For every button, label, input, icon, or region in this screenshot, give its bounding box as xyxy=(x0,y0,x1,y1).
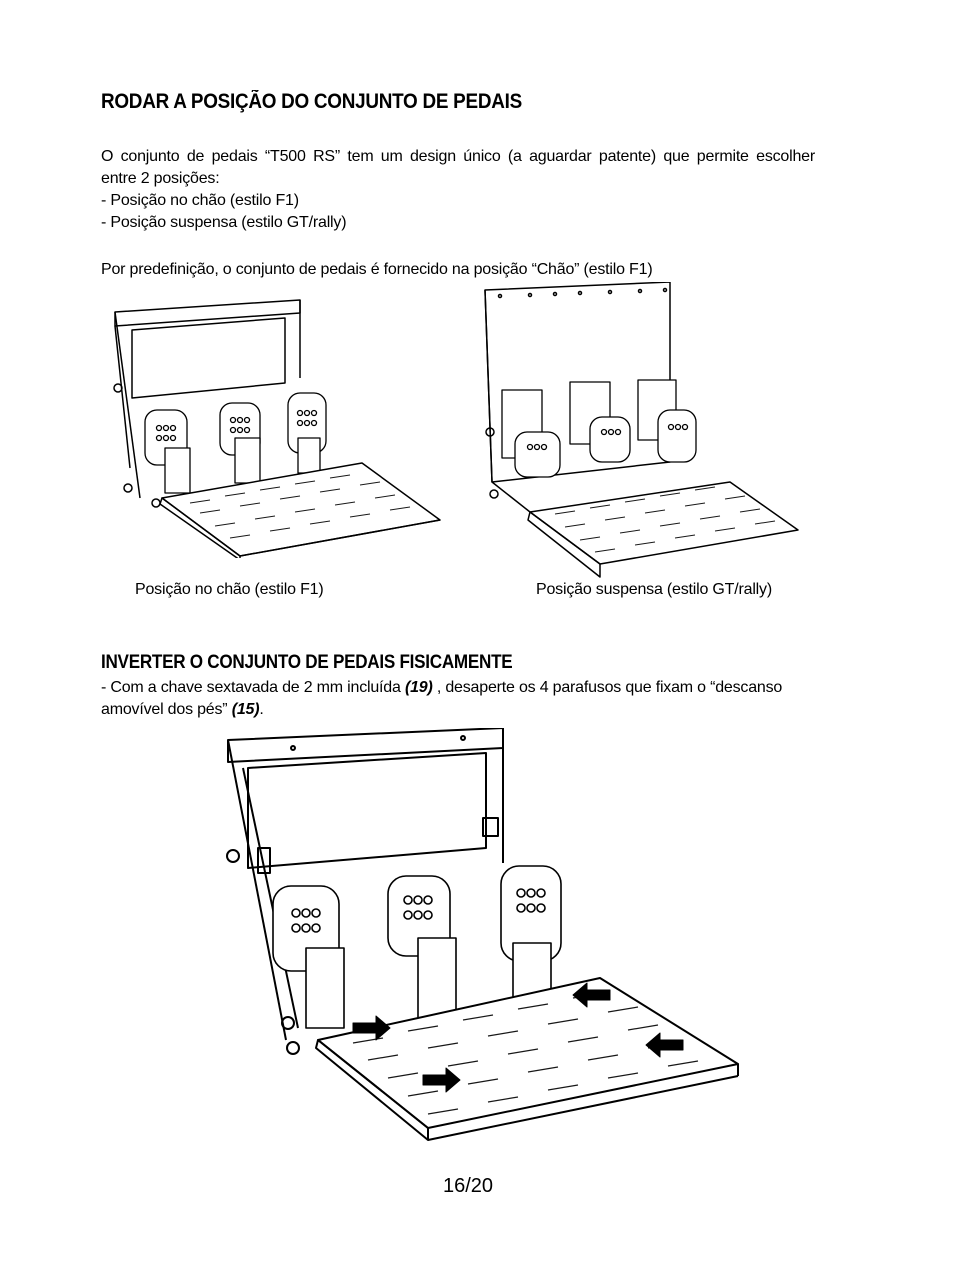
caption-floor-position: Posição no chão (estilo F1) xyxy=(135,581,324,598)
instruction-text-b: , desaperte os 4 parafusos que fixam o “descanso xyxy=(432,679,783,696)
floor-position-illustration xyxy=(100,298,445,558)
bullet-suspended: - Posição suspensa (estilo GT/rally) xyxy=(101,214,347,231)
ref-footrest: (15) xyxy=(231,701,260,718)
instruction-text-a: - Com a chave sextavada de 2 mm incluída xyxy=(101,679,405,696)
page-number: 16/20 xyxy=(443,1175,494,1197)
invert-instruction xyxy=(101,677,815,721)
caption-suspended-position: Posição suspensa (estilo GT/rally) xyxy=(536,581,772,598)
ref-hex-key: (19) xyxy=(404,679,433,696)
suspended-position-illustration xyxy=(480,282,800,582)
footrest-screws-illustration xyxy=(218,728,743,1143)
intro-line-1: O conjunto de pedais “T500 RS” tem um design único (a aguardar patente) que permite escolher xyxy=(101,148,815,165)
bullet-floor: - Posição no chão (estilo F1) xyxy=(101,192,299,209)
intro-paragraph xyxy=(101,146,815,234)
intro-line-2: entre 2 posições: xyxy=(101,170,220,187)
instruction-text-d: . xyxy=(259,701,264,718)
instruction-text-c: amovível dos pés” xyxy=(101,701,232,718)
section-heading-rotate: RODAR A POSIÇÃO DO CONJUNTO DE PEDAIS xyxy=(101,90,522,113)
section-heading-invert: INVERTER O CONJUNTO DE PEDAIS FISICAMENTE xyxy=(101,652,513,673)
default-position-note: Por predefinição, o conjunto de pedais é fornecido na posição “Chão” (estilo F1) xyxy=(101,261,653,278)
